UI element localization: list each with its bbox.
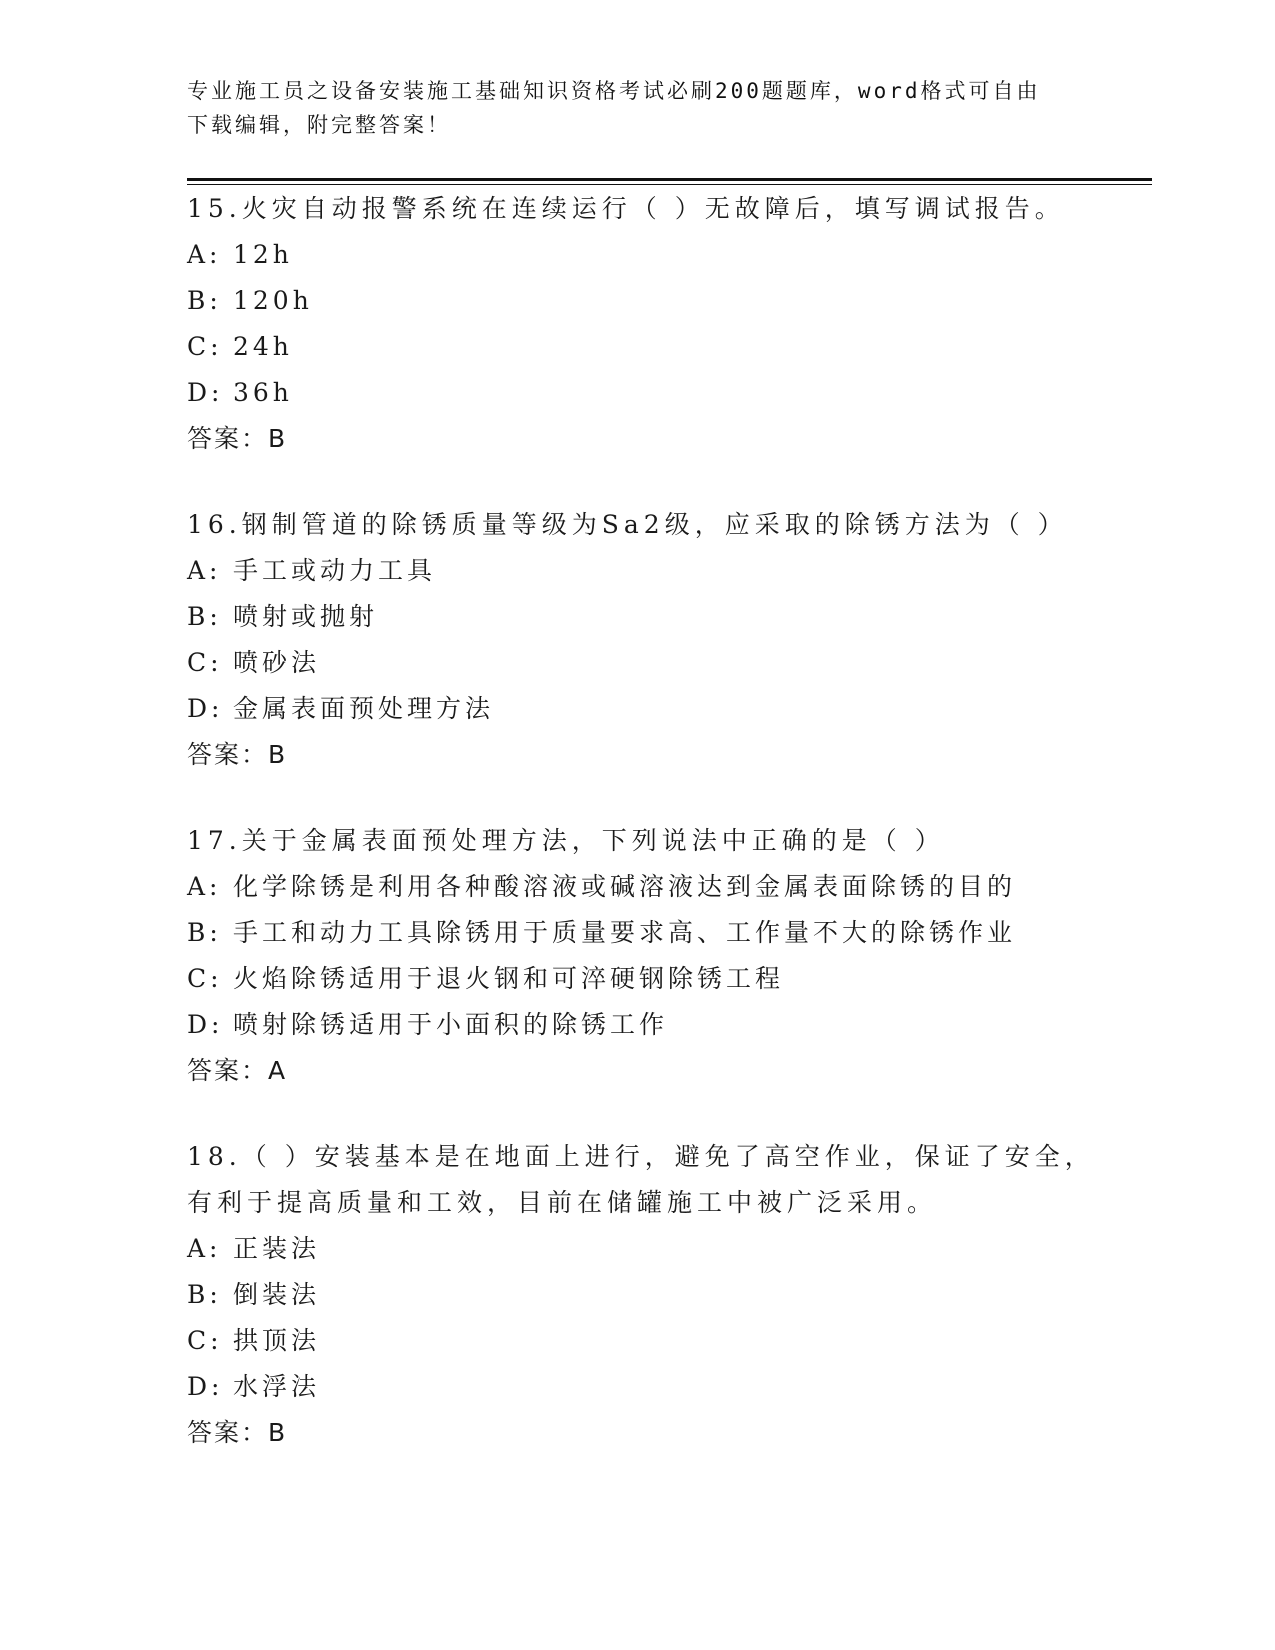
- option-a: [187, 1226, 1117, 1272]
- question-text: 17.关于金属表面预处理方法，下列说法中正确的是（ ）: [187, 826, 945, 855]
- option-letter: D:: [187, 1010, 224, 1039]
- answer-line: 答案：B: [187, 740, 288, 769]
- option-b: [187, 278, 1117, 324]
- option-letter: D:: [187, 1372, 224, 1401]
- answer-line: 答案：A: [187, 1056, 288, 1085]
- question-text: 18.（ ）安装基本是在地面上进行，避免了高空作业，保证了安全，有利于提高质量和工效，目前在储罐施工中被广泛采用。: [187, 1142, 1095, 1217]
- option-text: 喷射除锈适用于小面积的除锈工作: [233, 1010, 669, 1039]
- option-letter: B:: [187, 918, 222, 947]
- option-d: [187, 686, 1117, 732]
- option-letter: A:: [187, 1234, 222, 1263]
- option-letter: C:: [187, 964, 223, 993]
- question-16: [187, 502, 1117, 778]
- option-text: 正装法: [233, 1234, 321, 1263]
- question-15: [187, 186, 1117, 462]
- option-d: [187, 1002, 1117, 1048]
- option-letter: B:: [187, 1280, 222, 1309]
- option-letter: A:: [187, 556, 222, 585]
- option-d: [187, 1364, 1117, 1410]
- option-letter: A:: [187, 872, 222, 901]
- question-17: [187, 818, 1117, 1094]
- option-text: 12h: [233, 240, 293, 269]
- option-text: 拱顶法: [233, 1326, 321, 1355]
- option-text: 火焰除锈适用于退火钢和可淬硬钢除锈工程: [233, 964, 785, 993]
- option-text: 水浮法: [233, 1372, 321, 1401]
- option-b: [187, 594, 1117, 640]
- option-letter: D:: [187, 694, 224, 723]
- option-letter: A:: [187, 240, 222, 269]
- header-line-1: 专业施工员之设备安装施工基础知识资格考试必刷200题题库，word格式可自由: [187, 79, 1041, 103]
- option-a: [187, 864, 1117, 910]
- option-letter: B:: [187, 602, 222, 631]
- option-a: [187, 232, 1117, 278]
- option-letter: C:: [187, 332, 223, 361]
- option-text: 手工或动力工具: [233, 556, 437, 585]
- option-b: [187, 1272, 1117, 1318]
- option-letter: C:: [187, 648, 223, 677]
- option-text: 倒装法: [233, 1280, 321, 1309]
- question-text: 15.火灾自动报警系统在连续运行（ ）无故障后，填写调试报告。: [187, 194, 1065, 223]
- option-a: [187, 548, 1117, 594]
- header-line-2: 下载编辑，附完整答案！: [187, 113, 451, 137]
- option-text: 120h: [233, 286, 313, 315]
- document-header: [187, 74, 1067, 142]
- option-text: 手工和动力工具除锈用于质量要求高、工作量不大的除锈作业: [233, 918, 1017, 947]
- option-letter: B:: [187, 286, 222, 315]
- option-c: [187, 640, 1117, 686]
- answer-line: 答案：B: [187, 1418, 288, 1447]
- option-c: [187, 956, 1117, 1002]
- option-text: 喷砂法: [233, 648, 321, 677]
- header-divider-thin: [187, 184, 1152, 185]
- question-text: 16.钢制管道的除锈质量等级为Sa2级，应采取的除锈方法为（ ）: [187, 510, 1068, 539]
- option-letter: D:: [187, 378, 224, 407]
- option-letter: C:: [187, 1326, 223, 1355]
- header-divider-thick: [187, 178, 1152, 181]
- option-c: [187, 1318, 1117, 1364]
- option-text: 金属表面预处理方法: [233, 694, 495, 723]
- option-text: 喷射或抛射: [233, 602, 379, 631]
- option-text: 36h: [233, 378, 293, 407]
- option-d: [187, 370, 1117, 416]
- option-text: 化学除锈是利用各种酸溶液或碱溶液达到金属表面除锈的目的: [233, 872, 1017, 901]
- option-b: [187, 910, 1117, 956]
- option-c: [187, 324, 1117, 370]
- option-text: 24h: [233, 332, 293, 361]
- question-18: [187, 1134, 1117, 1456]
- answer-line: 答案：B: [187, 424, 288, 453]
